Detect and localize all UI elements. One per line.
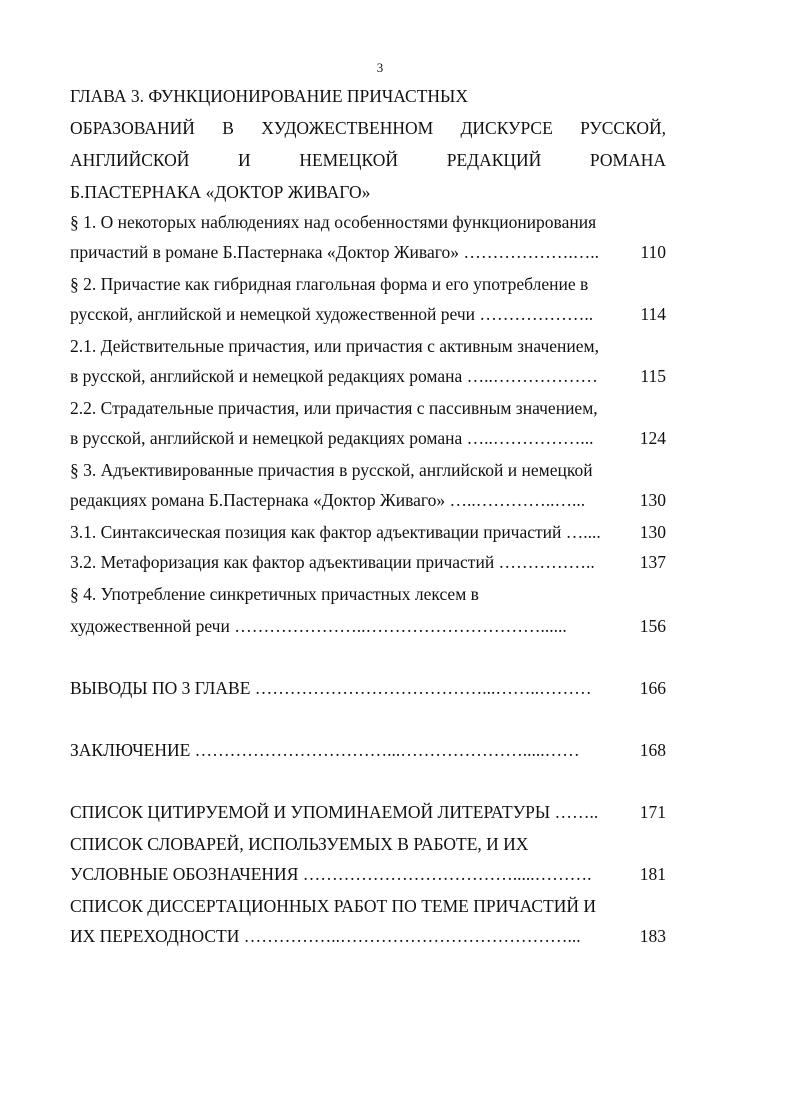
toc-s2-1-line2: в русской, английской и немецкой редакциях романа …..……………… <box>70 366 598 386</box>
toc-s2-2-line1: 2.2. Страдательные причастия, или причастия с пассивным значением, <box>70 398 598 418</box>
toc-s3-page: 130 <box>639 490 666 510</box>
toc-s3-line1: § 3. Адъективированные причастия в русской, английской и немецкой <box>70 460 593 480</box>
toc-s3-1-page: 130 <box>639 522 666 542</box>
toc-dictionaries-line2: УСЛОВНЫЕ ОБОЗНАЧЕНИЯ ……………………………….....………. <box>70 864 592 884</box>
page-number: 3 <box>376 60 384 75</box>
toc-s4-line2: художественной речи …………………..…………………………...... <box>70 616 567 636</box>
toc-s2-line1: § 2. Причастие как гибридная глагольная форма и его употребление в <box>70 274 589 294</box>
toc-literature-page: 171 <box>639 802 666 822</box>
toc-conclusions-3-label: ВЫВОДЫ ПО 3 ГЛАВЕ …………………………………...……..……… <box>70 678 592 698</box>
toc-entry-s2-2[interactable] <box>70 424 666 452</box>
toc-dictionaries-line1: СПИСОК СЛОВАРЕЙ, ИСПОЛЬЗУЕМЫХ В РАБОТЕ, И ИХ <box>70 834 529 854</box>
toc-s2-page: 114 <box>640 304 666 324</box>
toc-literature-label: СПИСОК ЦИТИРУЕМОЙ И УПОМИНАЕМОЙ ЛИТЕРАТУРЫ …….. <box>70 802 599 822</box>
toc-conclusion-label: ЗАКЛЮЧЕНИЕ ……………………………...………………….....…… <box>70 740 580 760</box>
toc-s2-1-page: 115 <box>640 366 666 386</box>
toc-s2-line2: русской, английской и немецкой художественной речи ……………….. <box>70 304 594 324</box>
toc-entry-s2[interactable] <box>70 300 666 328</box>
toc-dissertations-line1: СПИСОК ДИССЕРТАЦИОННЫХ РАБОТ ПО ТЕМЕ ПРИЧАСТИЙ И <box>70 896 596 916</box>
toc-entry-s3-2[interactable] <box>70 548 666 576</box>
toc-entry-s3[interactable] <box>70 486 666 514</box>
toc-s2-1-line1: 2.1. Действительные причастия, или причастия с активным значением, <box>70 336 599 356</box>
toc-dissertations-line2: ИХ ПЕРЕХОДНОСТИ ……………..…………………………………... <box>70 926 581 946</box>
toc-s3-2-page: 137 <box>639 552 666 572</box>
toc-s4-page: 156 <box>639 616 666 636</box>
toc-s2-2-line2: в русской, английской и немецкой редакциях романа …..……………... <box>70 428 594 448</box>
toc-entry-dictionaries[interactable] <box>70 860 666 888</box>
toc-entry-s3-1[interactable] <box>70 518 666 546</box>
toc-s3-line2: редакциях романа Б.Пастернака «Доктор Живаго» …..…………..…... <box>70 490 586 510</box>
toc-entry-s2-1[interactable] <box>70 362 666 390</box>
toc-dissertations-page: 183 <box>639 926 666 946</box>
chapter-title-line-2: ОБРАЗОВАНИЙ В ХУДОЖЕСТВЕННОМ ДИСКУРСЕ РУССКОЙ, <box>70 118 666 138</box>
toc-entry-dissertations[interactable] <box>70 922 666 950</box>
toc-s1-page: 110 <box>640 242 666 262</box>
toc-entry-conclusion[interactable] <box>70 736 666 764</box>
toc-conclusion-page: 168 <box>639 740 666 760</box>
toc-s1-line1: § 1. О некоторых наблюдениях над особенностями функционирования <box>70 212 597 232</box>
chapter-title-line-1: ГЛАВА 3. ФУНКЦИОНИРОВАНИЕ ПРИЧАСТНЫХ <box>70 86 468 106</box>
toc-dictionaries-page: 181 <box>639 864 666 884</box>
toc-conclusions-3-page: 166 <box>639 678 666 698</box>
toc-entry-literature[interactable] <box>70 798 666 826</box>
toc-s4-line1: § 4. Употребление синкретичных причастных лексем в <box>70 584 479 604</box>
toc-entry-s1[interactable] <box>70 238 666 266</box>
toc-entry-conclusions-3[interactable] <box>70 674 666 702</box>
toc-s3-2-line1: 3.2. Метафоризация как фактор адъективации причастий …………….. <box>70 552 595 572</box>
toc-s2-2-page: 124 <box>639 428 666 448</box>
chapter-title-line-4: Б.ПАСТЕРНАКА «ДОКТОР ЖИВАГО» <box>70 182 371 202</box>
toc-s1-line2: причастий в романе Б.Пастернака «Доктор Живаго» ……………….….. <box>70 242 599 262</box>
toc-entry-s4[interactable] <box>70 612 666 640</box>
chapter-title-line-3: АНГЛИЙСКОЙ И НЕМЕЦКОЙ РЕДАКЦИЙ РОМАНА <box>70 150 666 170</box>
toc-s3-1-line1: 3.1. Синтаксическая позиция как фактор адъективации причастий ….... <box>70 522 601 542</box>
